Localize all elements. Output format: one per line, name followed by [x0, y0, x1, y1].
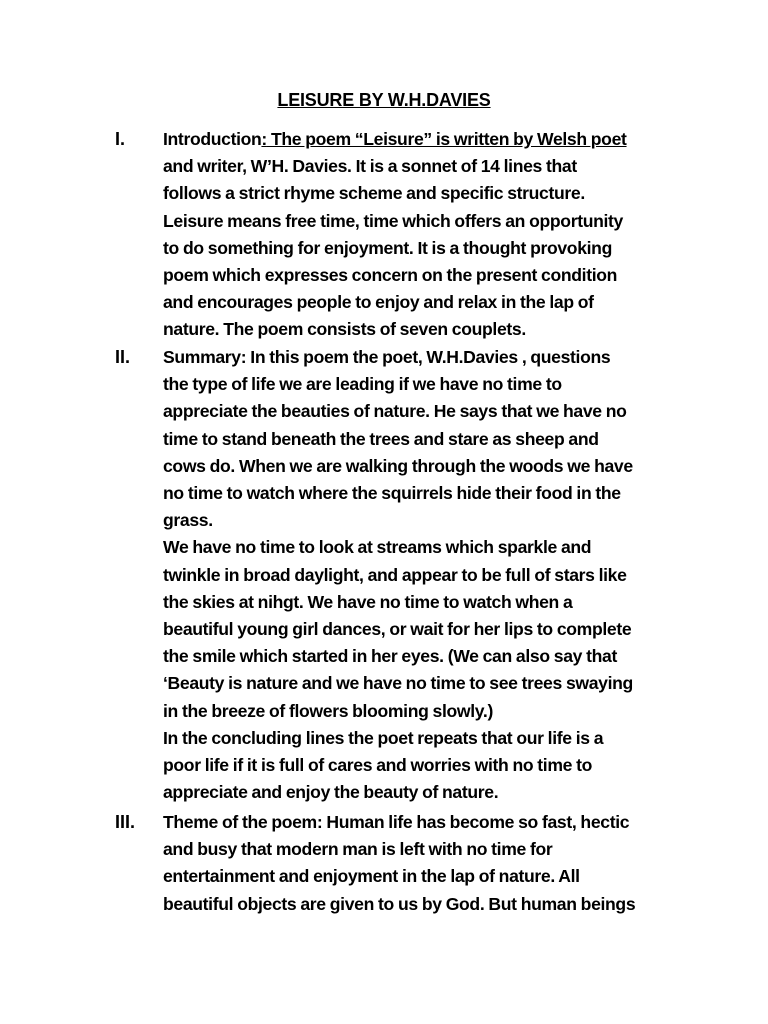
paragraph-line: Theme of the poem: Human life has become so fast, hectic — [163, 812, 630, 832]
section-body — [163, 126, 678, 344]
paragraph-line: the skies at nihgt. We have no time to watch when a — [163, 591, 573, 612]
paragraph-line: poem which expresses concern on the present condition — [163, 265, 618, 286]
section-body — [163, 809, 678, 918]
paragraph-line: and encourages people to enjoy and relax in the lap of — [163, 292, 594, 313]
paragraph-line: and writer, W’H. Davies. It is a sonnet of 14 lines that — [163, 156, 577, 177]
paragraph-line: Summary: In this poem the poet, W.H.Davies , questions — [163, 347, 611, 367]
paragraph-line: nature. The poem consists of seven couplets. — [163, 319, 526, 340]
section-heading: Introduction — [163, 129, 262, 149]
paragraph-line: to do something for enjoyment. It is a thought provoking — [163, 237, 612, 258]
section-numeral: III. — [115, 812, 136, 832]
paragraph-line: beautiful objects are given to us by God. But human beings — [163, 893, 636, 914]
paragraph-line: time to stand beneath the trees and stare as sheep and — [163, 428, 599, 449]
section-numeral: II. — [115, 347, 131, 367]
paragraph-line: grass. — [163, 510, 213, 531]
heading-colon: : — [261, 129, 267, 149]
paragraph-line: entertainment and enjoyment in the lap of nature. All — [163, 866, 580, 887]
document-title: LEISURE BY W.H.DAVIES — [277, 90, 491, 110]
paragraph-line: In the concluding lines the poet repeats that our life is a — [163, 727, 604, 748]
paragraph-line: follows a strict rhyme scheme and specific structure. — [163, 183, 585, 204]
section-body — [163, 344, 678, 806]
paragraph-line: the smile which started in her eyes. (We can also say that — [163, 646, 617, 667]
paragraph-line: Leisure means free time, time which offers an opportunity — [163, 210, 623, 231]
paragraph-line: We have no time to look at streams which sparkle and — [163, 537, 592, 558]
paragraph-line: poor life if it is full of cares and worries with no time to — [163, 755, 593, 776]
paragraph-line: appreciate the beauties of nature. He says that we have no — [163, 401, 627, 422]
paragraph-line — [163, 126, 678, 153]
section-numeral: I. — [115, 129, 126, 149]
paragraph-line: twinkle in broad daylight, and appear to be full of stars like — [163, 564, 627, 585]
paragraph-line: cows do. When we are walking through the woods we have — [163, 455, 633, 476]
paragraph-line: in the breeze of flowers blooming slowly.) — [163, 700, 493, 721]
paragraph-line: appreciate and enjoy the beauty of nature. — [163, 782, 499, 803]
paragraph-line: no time to watch where the squirrels hide their food in the — [163, 483, 621, 504]
paragraph-line: the type of life we are leading if we have no time to — [163, 374, 562, 395]
paragraph-line: and busy that modern man is left with no time for — [163, 839, 553, 860]
line-text: The poem “Leisure” is written by Welsh poet — [266, 129, 627, 149]
paragraph-line: beautiful young girl dances, or wait for her lips to complete — [163, 619, 632, 640]
paragraph-line: ‘Beauty is nature and we have no time to see trees swaying — [163, 673, 633, 694]
